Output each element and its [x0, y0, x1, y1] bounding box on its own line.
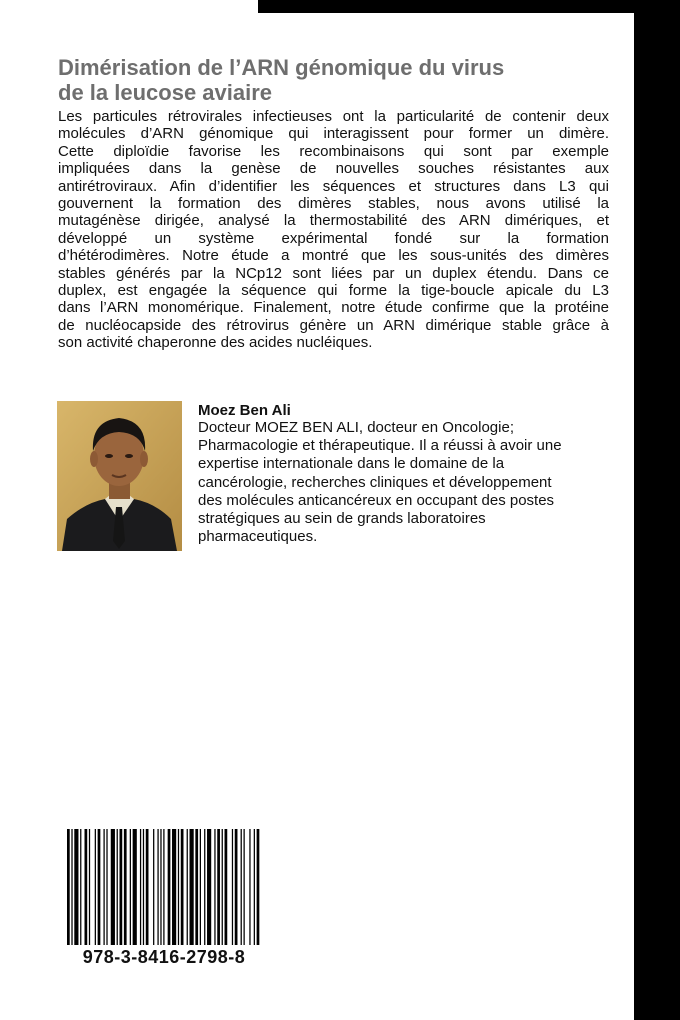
bio-line: des molécules anticancéreux en occupant des postes	[198, 491, 555, 509]
spine-edge	[634, 13, 680, 1020]
summary-line: son activité chaperonne des acides nucléiques.	[58, 334, 373, 352]
barcode-bar	[207, 829, 211, 945]
barcode-bar	[214, 829, 215, 945]
barcode-bar	[124, 829, 127, 945]
barcode-bar	[74, 829, 78, 945]
barcode-bar	[89, 829, 90, 945]
summary-line: Cette diploïdie favorise les recombinaisons qui sont par exemple	[58, 142, 609, 160]
summary-line: dans l’ARN monomérique. Finalement, notre étude confirme que la protéine	[58, 299, 609, 317]
barcode-bar	[249, 829, 250, 945]
summary-line: développé un système expérimental fondé sur la formation	[58, 229, 609, 247]
barcode-bar	[103, 829, 104, 945]
barcode-bar	[225, 829, 228, 945]
barcode-bar	[67, 829, 70, 945]
barcode-bar	[80, 829, 81, 945]
summary-line: gouvernent la formation des dimères stables, nous avons utilisé la	[58, 195, 609, 213]
bio-line: cancérologie, recherches cliniques et développement	[198, 473, 552, 491]
title-line: Dimérisation de l’ARN génomique du virus	[58, 55, 505, 80]
barcode-bar	[172, 829, 176, 945]
book-title	[58, 55, 618, 105]
barcode-bar	[204, 829, 205, 945]
barcode-bar	[117, 829, 118, 945]
barcode-bar	[160, 829, 161, 945]
top-dark-band	[258, 0, 680, 13]
barcode-bar	[130, 829, 131, 945]
barcode-bar	[257, 829, 260, 945]
author-photo	[57, 401, 182, 551]
barcode-bar	[217, 829, 220, 945]
barcode-bar	[235, 829, 238, 945]
isbn-number: 978-3-8416-2798-8	[82, 947, 246, 967]
bio-line: Docteur MOEZ BEN ALI, docteur en Oncologie;	[198, 419, 514, 436]
isbn-barcode-panel	[55, 815, 273, 977]
barcode-bar	[111, 829, 115, 945]
barcode-bar	[143, 829, 144, 945]
barcode-bar	[181, 829, 184, 945]
bio-line: Pharmacologie et thérapeutique. Il a réussi à avoir une	[198, 437, 562, 455]
barcode-bar	[153, 829, 154, 945]
barcode-bar	[120, 829, 123, 945]
author-biography	[198, 419, 618, 546]
book-summary	[58, 108, 609, 352]
barcode-bar	[200, 829, 201, 945]
summary-line: d’hétérodimères. Notre étude a montré que les sous-unités des dimères	[58, 247, 609, 265]
summary-line: stables générés par la NCp12 sont liées par un duplex étendu. Dans ce	[58, 264, 609, 282]
title-line: de la leucose aviaire	[58, 80, 273, 105]
barcode-bar	[95, 829, 96, 945]
summary-line: Les particules rétrovirales infectieuses ont la particularité de contenir deux	[58, 108, 609, 125]
barcode-image	[67, 829, 261, 945]
author-name: Moez Ben Ali	[198, 402, 291, 419]
barcode-bar	[140, 829, 141, 945]
bio-line: stratégiques au sein de grands laboratoires	[198, 510, 486, 528]
barcode-bar	[241, 829, 242, 945]
barcode-bar	[232, 829, 233, 945]
barcode-bar	[187, 829, 188, 945]
summary-line: antirétroviraux. Afin d’identifier les séquences et structures dans L3 qui	[58, 177, 609, 195]
summary-line: molécules d’ARN génomique qui interagissent pour former un dimère.	[58, 125, 609, 143]
barcode-bar	[106, 829, 107, 945]
bio-line: expertise internationale dans le domaine de la	[198, 455, 505, 473]
barcode-bar	[85, 829, 88, 945]
barcode-bar	[163, 829, 164, 945]
barcode-bar	[157, 829, 158, 945]
bio-line: pharmaceutiques.	[198, 528, 318, 546]
barcode-bar	[254, 829, 255, 945]
summary-line: mutagénèse dirigée, analysé la thermostabilité des ARN dimériques, et	[58, 212, 609, 230]
author-portrait-image	[57, 401, 182, 551]
barcode-bar	[190, 829, 194, 945]
barcode-bar	[178, 829, 179, 945]
barcode-bar	[146, 829, 149, 945]
barcode-bar	[244, 829, 245, 945]
barcode-bar	[222, 829, 223, 945]
summary-line: de nucléocapside des rétrovirus génère un ARN dimérique stable grâce à	[58, 316, 609, 334]
barcode-bar	[195, 829, 198, 945]
summary-line: duplex, est engagée la séquence qui forme la tige-boucle apicale du L3	[58, 282, 609, 300]
barcode-bar	[71, 829, 72, 945]
barcode-bar	[133, 829, 137, 945]
summary-line: impliquées dans la genèse de nouvelles souches résistantes aux	[58, 160, 609, 178]
barcode-bar	[168, 829, 171, 945]
barcode-bar	[98, 829, 101, 945]
